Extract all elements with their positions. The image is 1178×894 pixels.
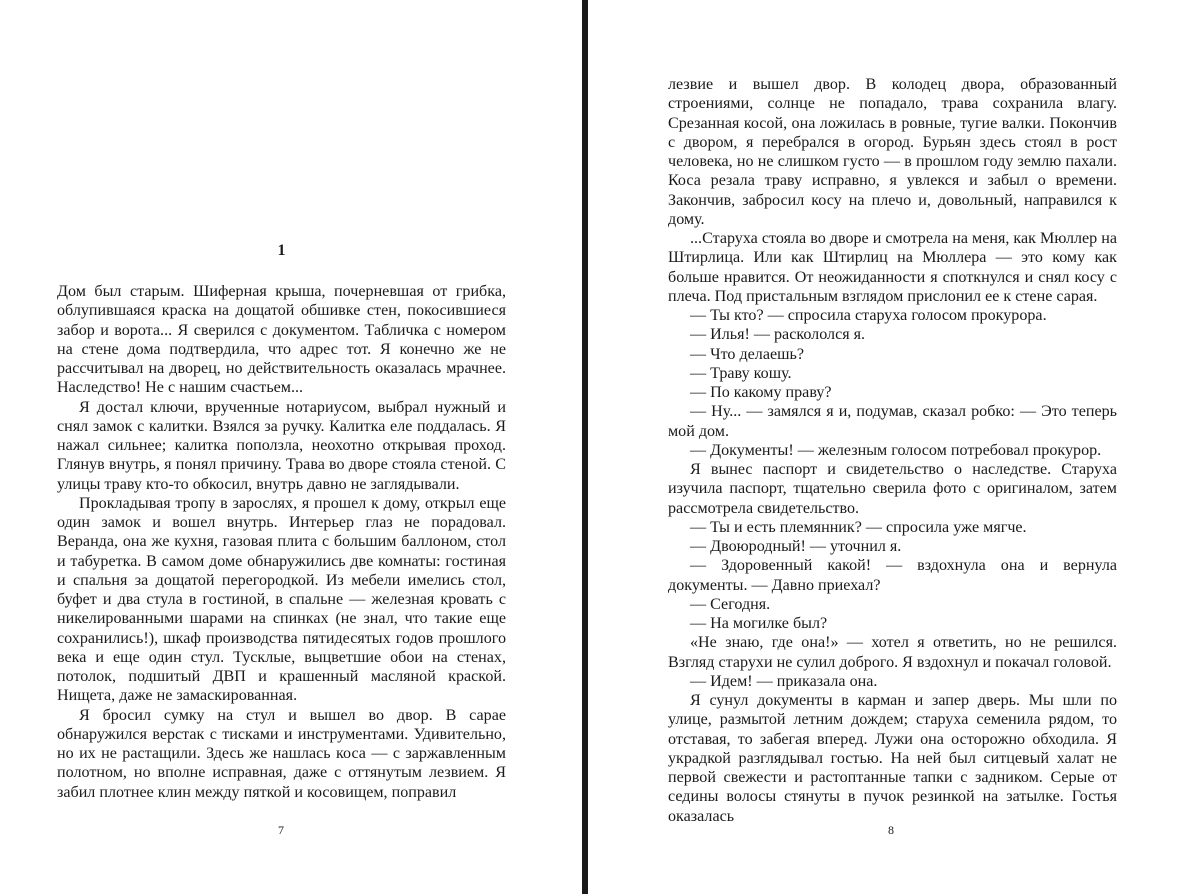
page-number: 8 — [888, 823, 894, 837]
paragraph: ...Старуха стояла во дворе и смотрела на меня, как Мюллер на Штирлица. Или как Штирлиц на Мюллера — это кому как больше нравится. От неожиданности я споткнулся и снял косу с плеча. Под пристальным взглядом прислонил ее к стене сарая. — [668, 230, 1117, 305]
dialogue-line: — Документы! — железным голосом потребовал прокурор. — [690, 441, 1102, 459]
dialogue-line: — Траву кошу. — [690, 364, 792, 382]
dialogue-line: — Илья! — раскололся я. — [690, 326, 866, 344]
dialogue-line: — Здоровенный какой! — вздохнула она и вернула документы. — Давно приехал? — [668, 557, 1117, 594]
paragraph: Я достал ключи, врученные нотариусом, выбрал нужный и снял замок с калитки. Взялся за ручку. Калитка еле поддалась. Я нажал сильнее; калитка поползла, неохотно открывая проход. Глянув внутрь, я понял причину. Трава во дворе стояла стеной. С улицы траву кто-то обкосил, внутрь давно не заглядывали. — [57, 398, 506, 493]
right-page-text — [668, 75, 1117, 826]
dialogue-line: — Ну... — замялся я и, подумав, сказал робко: — Это теперь мой дом. — [668, 403, 1117, 440]
dialogue-line: — Сегодня. — [690, 595, 771, 613]
paragraph: Дом был старым. Шиферная крыша, почерневшая от грибка, облупившаяся краска на дощатой обшивке стен, покосившиеся забор и ворота... Я сверился с документом. Табличка с номером на стене дома подтвердила, что адрес тот. Я конечно же не рассчитывал на дворец, но действительность оказалась мрачнее. Наследство! Не с нашим счастьем... — [57, 283, 506, 397]
left-page — [0, 0, 582, 894]
dialogue-line: — Что делаешь? — [690, 345, 804, 363]
dialogue-line: — На могилке был? — [690, 615, 828, 632]
paragraph: лезвие и вышел двор. В колодец двора, образованный строениями, солнце не попадало, трава сохранила влагу. Срезанная косой, она ложилась в ровные, тугие валки. Покончив с двором, я перебрался в огород. Бурьян здесь стоял в рост человека, но не слишком густо — в прошлом году землю пахали. Коса резала траву исправно, я увлекся и забыл о времени. Закончив, забросил косу на плечо и, довольный, направился к дому. — [668, 76, 1117, 228]
paragraph: «Не знаю, где она!» — хотел я ответить, но не решился. Взгляд старухи не сулил доброго. Я вздохнул и покачал головой. — [668, 634, 1117, 671]
paragraph: Я вынес паспорт и свидетельство о наследстве. Старуха изучила паспорт, тщательно сверила фото с оригиналом, затем рассмотрела свидетельство. — [668, 461, 1117, 517]
paragraph: Прокладывая тропу в зарослях, я прошел к дому, открыл еще один замок и вошел внутрь. Интерьер глаз не порадовал. Веранда, она же кухня, газовая плита с большим баллоном, стол и табуретка. В самом доме обнаружились две комнаты: гостиная и спальня за дощатой перегородкой. Из мебели имелись стол, буфет и два стула в гостиной, в спальне — железная кровать с никелированными шарами на спинках (не знал, что такие еще сохранились!), шкаф производства пятидесятых годов прошлого века и еще один стул. Тусклые, выцветшие обои на стенах, потолок, подшитый ДВП и крашенный масляной краской. Нищета, даже не замаскированная. — [57, 494, 506, 705]
dialogue-line: — Двоюродный! — уточнил я. — [690, 538, 902, 555]
chapter-number: 1 — [277, 242, 286, 259]
right-page — [588, 0, 1178, 894]
dialogue-line: — Идем! — приказала она. — [690, 672, 878, 690]
page-number: 7 — [278, 823, 284, 837]
paragraph: Я сунул документы в карман и запер дверь. Мы шли по улице, размытой летним дождем; старуха семенила рядом, то отставая, то забегая вперед. Лужи она осторожно обходила. Я украдкой разглядывал гостью. На ней был ситцевый халат не первой свежести и растоптанные тапки с задником. Серые от седины волосы стянуты в пучок резинкой на затылке. Гостья оказалась — [668, 692, 1117, 825]
dialogue-line: — Ты кто? — спросила старуха голосом прокурора. — [690, 307, 1047, 324]
dialogue-line: — По какому праву? — [690, 384, 832, 401]
left-page-text — [57, 282, 506, 802]
paragraph: Я бросил сумку на стул и вышел во двор. В сарае обнаружился верстак с тисками и инструментами. Удивительно, но их не растащили. Здесь же нашлась коса — с заржавленным полотном, но вполне исправная, даже с оттянутым лезвием. Я забил плотнее клин между пяткой и косовищем, поправил — [57, 706, 506, 801]
dialogue-line: — Ты и есть племянник? — спросила уже мягче. — [690, 518, 1027, 536]
